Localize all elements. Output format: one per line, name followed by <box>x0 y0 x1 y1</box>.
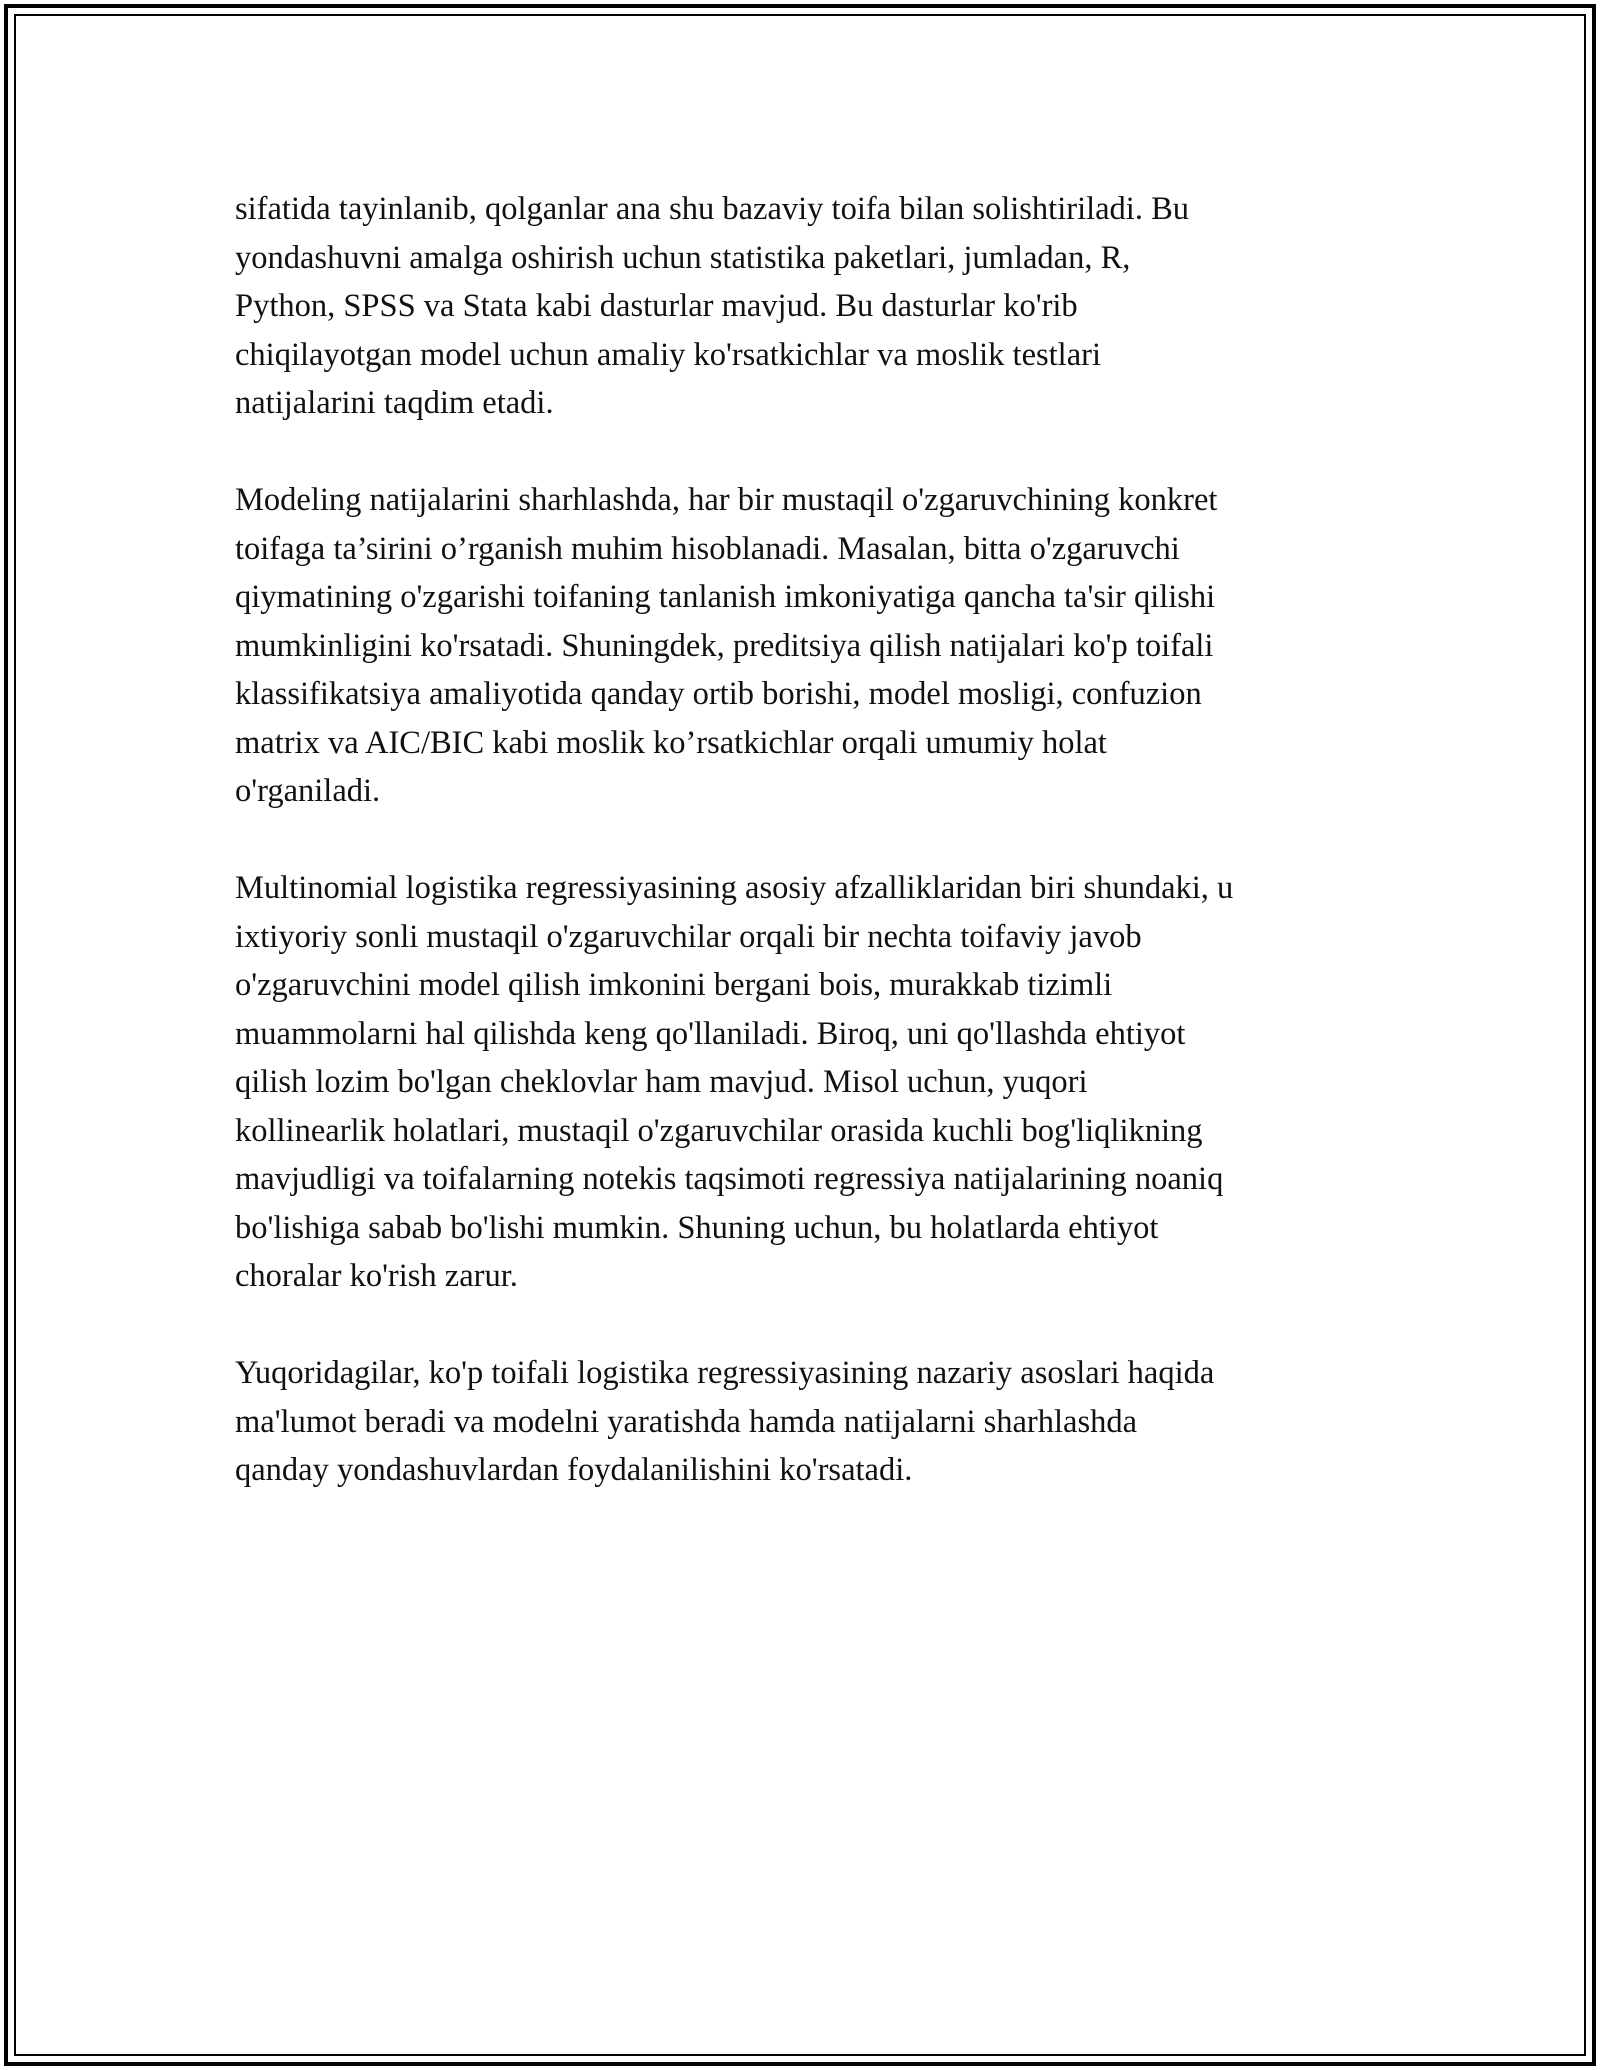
text-line: o'rganiladi. <box>235 773 381 809</box>
document-body <box>235 185 1385 1543</box>
text-line: qiymatining o'zgarishi toifaning tanlanish imkoniyatiga qancha ta'sir qilishi <box>235 579 1216 615</box>
text-line: yondashuvni amalga oshirish uchun statistika paketlari, jumladan, R, <box>235 239 1131 276</box>
text-line: qanday yondashuvlardan foydalanilishini ko'rsatadi. <box>235 1452 913 1488</box>
paragraph <box>235 864 1385 1301</box>
text-line: toifaga ta’sirini o’rganish muhim hisoblanadi. Masalan, bitta o'zgaruvchi <box>235 530 1180 567</box>
text-line: chiqilayotgan model uchun amaliy ko'rsatkichlar va moslik testlari <box>235 336 1101 373</box>
text-line: mavjudligi va toifalarning notekis taqsimoti regressiya natijalarining noaniq <box>235 1161 1224 1197</box>
paragraph <box>235 476 1385 816</box>
text-line: ixtiyoriy sonli mustaqil o'zgaruvchilar orqali bir nechta toifaviy javob <box>235 918 1142 955</box>
text-line: klassifikatsiya amaliyotida qanday ortib borishi, model mosligi, confuzion <box>235 676 1202 712</box>
text-line: natijalarini taqdim etadi. <box>235 385 554 421</box>
text-line: sifatida tayinlanib, qolganlar ana shu bazaviy toifa bilan solishtiriladi. Bu <box>235 191 1190 227</box>
text-line: muammolarni hal qilishda keng qo'llaniladi. Biroq, uni qo'llashda ehtiyot <box>235 1015 1186 1052</box>
paragraph <box>235 185 1385 428</box>
paragraph <box>235 1349 1385 1495</box>
text-line: qilish lozim bo'lgan cheklovlar ham mavjud. Misol uchun, yuqori <box>235 1064 1088 1100</box>
text-line: kollinearlik holatlari, mustaqil o'zgaruvchilar orasida kuchli bog'liqlikning <box>235 1112 1203 1149</box>
text-line: Multinomial logistika regressiyasining asosiy afzalliklaridan biri shundaki, u <box>235 870 1234 906</box>
text-line: Modeling natijalarini sharhlashda, har bir mustaqil o'zgaruvchining konkret <box>235 482 1218 518</box>
text-line: Python, SPSS va Stata kabi dasturlar mavjud. Bu dasturlar ko'rib <box>235 288 1078 324</box>
text-line: ma'lumot beradi va modelni yaratishda hamda natijalarni sharhlashda <box>235 1403 1138 1440</box>
text-line: Yuqoridagilar, ko'p toifali logistika regressiyasining nazariy asoslari haqida <box>235 1355 1215 1391</box>
text-line: o'zgaruvchini model qilish imkonini bergani bois, murakkab tizimli <box>235 967 1113 1003</box>
text-line: mumkinligini ko'rsatadi. Shuningdek, preditsiya qilish natijalari ko'p toifali <box>235 627 1214 664</box>
text-line: choralar ko'rish zarur. <box>235 1258 518 1294</box>
text-line: matrix va AIC/BIC kabi moslik ko’rsatkichlar orqali umumiy holat <box>235 724 1107 761</box>
text-line: bo'lishiga sabab bo'lishi mumkin. Shuning uchun, bu holatlarda ehtiyot <box>235 1209 1159 1246</box>
